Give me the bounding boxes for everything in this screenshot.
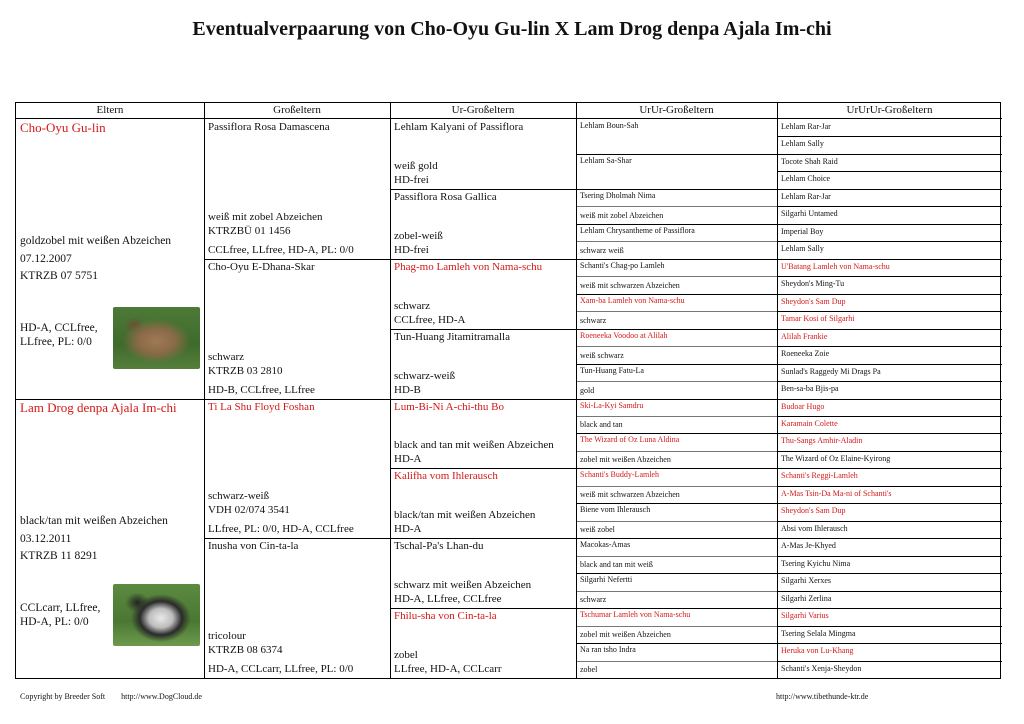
gg-grandparent-color: weiß mit zobel Abzeichen xyxy=(580,210,664,220)
ggg-grandparent-name: Tamar Kosi of Silgarhi xyxy=(781,314,855,324)
ggg-grandparent-name: Karamain Colette xyxy=(781,418,838,428)
ggg-grandparent-name: Lehlam Sally xyxy=(781,139,824,149)
pedigree-cell xyxy=(16,119,204,399)
row-divider xyxy=(777,468,1002,469)
gg-grandparent-name: Lehlam Sa-Shar xyxy=(580,155,632,165)
row-divider xyxy=(777,311,1002,312)
grandparent-color: schwarz xyxy=(208,350,245,363)
pedigree-cell xyxy=(777,521,1002,538)
row-divider xyxy=(777,136,1002,137)
great-grandparent-health: HD-frei xyxy=(394,173,429,186)
grandparent-health: LLfree, PL: 0/0, HD-A, CCLfree xyxy=(208,523,354,536)
column-header: UrUr-Großeltern xyxy=(576,103,777,119)
row-divider xyxy=(777,206,1002,207)
parent-registration: KTRZB 07 5751 xyxy=(20,270,98,282)
pedigree-cell xyxy=(16,399,204,679)
row-divider xyxy=(576,364,777,365)
row-divider xyxy=(576,154,777,155)
row-divider xyxy=(576,503,777,504)
row-divider xyxy=(576,643,777,644)
sub-row-divider xyxy=(576,661,777,662)
row-divider xyxy=(390,468,576,469)
column-1 xyxy=(16,103,204,678)
grandparent-name: Ti La Shu Floyd Foshan xyxy=(208,400,315,413)
row-divider xyxy=(777,608,1002,609)
ggg-grandparent-name: Lehlam Rar-Jar xyxy=(781,191,831,201)
sub-row-divider xyxy=(576,521,777,522)
pedigree-cell xyxy=(390,329,576,399)
grandparent-registration: VDH 02/074 3541 xyxy=(208,504,290,517)
row-divider xyxy=(204,538,390,539)
row-divider xyxy=(777,364,1002,365)
gg-grandparent-name: Tschumar Lamleh von Nama-schu xyxy=(580,610,691,620)
great-grandparent-name: Passiflora Rosa Gallica xyxy=(394,190,497,203)
row-divider xyxy=(576,468,777,469)
row-divider xyxy=(777,276,1002,277)
pedigree-cell xyxy=(777,346,1002,363)
ggg-grandparent-name: Roeneeka Zoie xyxy=(781,349,830,359)
row-divider xyxy=(777,521,1002,522)
great-grandparent-color: schwarz mit weißen Abzeichen xyxy=(394,579,532,592)
row-divider xyxy=(777,224,1002,225)
great-grandparent-name: Tschal-Pa's Lhan-du xyxy=(394,540,484,553)
pedigree-cell xyxy=(204,538,390,678)
grandparent-registration: KTRZBÜ 01 1456 xyxy=(208,224,291,237)
page-title: Eventualverpaarung von Cho-Oyu Gu-lin X Lam Drog denpa Ajala Im-chi xyxy=(192,18,832,40)
row-divider xyxy=(576,259,777,260)
gg-grandparent-color: schwarz weiß xyxy=(580,245,624,255)
row-divider xyxy=(390,259,576,260)
row-divider xyxy=(777,556,1002,557)
row-divider xyxy=(777,591,1002,592)
great-grandparent-health: LLfree, HD-A, CCLcarr xyxy=(394,663,502,675)
column-header: Ur-Großeltern xyxy=(390,103,576,119)
great-grandparent-health: HD-A, LLfree, CCLfree xyxy=(394,593,502,606)
row-divider xyxy=(390,608,576,609)
gg-grandparent-name: Ski-La-Kyi Samdru xyxy=(580,400,644,410)
sub-row-divider xyxy=(576,591,777,592)
pedigree-cell xyxy=(390,119,576,189)
row-divider xyxy=(576,189,777,190)
pedigree-cell xyxy=(777,591,1002,608)
pedigree-cell xyxy=(390,538,576,608)
pedigree-cell xyxy=(777,486,1002,503)
parent-health: CCLcarr, LLfree, xyxy=(20,601,101,614)
gg-grandparent-name: Tsering Dholmah Nima xyxy=(580,190,656,200)
dog-photo-black-white xyxy=(113,584,200,646)
parent-name: Cho-Oyu Gu-lin xyxy=(20,120,106,135)
ggg-grandparent-name: Sheydon's Sam Dup xyxy=(781,296,846,306)
grandparent-name: Cho-Oyu E-Dhana-Skar xyxy=(208,260,315,273)
great-grandparent-name: Lum-Bi-Ni A-chi-thu Bo xyxy=(394,400,504,413)
ggg-grandparent-name: Silgarhi Untamed xyxy=(781,209,838,219)
footer-link-tibethunde[interactable]: http://www.tibethunde-ktr.de xyxy=(776,692,869,701)
row-divider xyxy=(576,329,777,330)
pedigree-cell xyxy=(390,259,576,329)
pedigree-cell xyxy=(204,119,390,259)
row-divider xyxy=(777,381,1002,382)
pedigree-cell xyxy=(777,433,1002,450)
gg-grandparent-name: Biene vom Ihlerausch xyxy=(580,505,651,515)
pedigree-cell xyxy=(777,311,1002,328)
great-grandparent-name: Kalifha vom Ihlerausch xyxy=(394,470,498,483)
ggg-grandparent-name: Schanti's Xenja-Sheydon xyxy=(781,663,862,673)
pedigree-cell xyxy=(777,626,1002,643)
pedigree-cell xyxy=(777,538,1002,555)
row-divider xyxy=(777,189,1002,190)
pedigree-cell xyxy=(777,119,1002,136)
pedigree-cell xyxy=(777,451,1002,468)
pedigree-cell xyxy=(777,206,1002,223)
ggg-grandparent-name: Lehlam Sally xyxy=(781,244,824,254)
sub-row-divider xyxy=(576,626,777,627)
gg-grandparent-color: black and tan xyxy=(580,420,623,430)
pedigree-cell xyxy=(777,573,1002,590)
ggg-grandparent-name: Tsering Selala Mingma xyxy=(781,628,856,638)
row-divider xyxy=(777,486,1002,487)
grandparent-name: Passiflora Rosa Damascena xyxy=(208,121,330,133)
great-grandparent-name: Phag-mo Lamleh von Nama-schu xyxy=(394,260,543,273)
row-divider xyxy=(204,259,390,260)
row-divider xyxy=(777,626,1002,627)
gg-grandparent-color: gold xyxy=(580,385,595,395)
row-divider xyxy=(576,294,777,295)
gg-grandparent-name: Na ran tsho Indra xyxy=(580,645,636,655)
great-grandparent-color: zobel-weiß xyxy=(394,229,443,242)
gg-grandparent-color: weiß schwarz xyxy=(580,350,624,360)
pedigree-cell xyxy=(777,643,1002,660)
ggg-grandparent-name: Heruka von Lu-Khang xyxy=(781,646,854,656)
row-divider xyxy=(390,189,576,190)
great-grandparent-color: black/tan mit weißen Abzeichen xyxy=(394,509,536,522)
row-divider xyxy=(576,399,777,400)
row-divider xyxy=(777,503,1002,504)
column-4 xyxy=(576,103,777,678)
grandparent-color: weiß mit zobel Abzeichen xyxy=(208,210,323,223)
pedigree-cell xyxy=(777,503,1002,520)
column-header: Großeltern xyxy=(204,103,390,119)
sub-row-divider xyxy=(576,381,777,382)
pedigree-cell xyxy=(390,608,576,678)
grandparent-name: Inusha von Cin-ta-la xyxy=(208,540,299,553)
column-divider xyxy=(576,103,577,678)
gg-grandparent-name: Xam-ba Lamleh von Nama-schu xyxy=(580,295,685,305)
sub-row-divider xyxy=(576,311,777,312)
pedigree-cell xyxy=(777,381,1002,398)
ggg-grandparent-name: A-Mas Tsin-Da Ma-ni of Schanti's xyxy=(781,488,892,498)
row-divider xyxy=(390,538,576,539)
pedigree-cell xyxy=(777,171,1002,188)
footer-left xyxy=(20,692,202,701)
pedigree-table xyxy=(15,102,1001,679)
gg-grandparent-name: Silgarhi Nefertti xyxy=(580,575,633,585)
gg-grandparent-color: weiß mit schwarzen Abzeichen xyxy=(580,490,680,500)
row-divider xyxy=(204,399,390,400)
parent-health: LLfree, PL: 0/0 xyxy=(20,336,92,348)
pedigree-cell xyxy=(777,224,1002,241)
gg-grandparent-name: Macokas-Amas xyxy=(580,540,631,550)
sub-row-divider xyxy=(576,276,777,277)
gg-grandparent-color: black and tan mit weiß xyxy=(580,560,653,570)
gg-grandparent-color: weiß zobel xyxy=(580,525,615,535)
row-divider xyxy=(576,538,777,539)
row-divider xyxy=(777,451,1002,452)
row-divider xyxy=(576,608,777,609)
pedigree-cell xyxy=(390,189,576,259)
column-divider xyxy=(390,103,391,678)
row-divider xyxy=(16,399,204,400)
pedigree-cell xyxy=(204,399,390,539)
pedigree-cell xyxy=(777,399,1002,416)
column-header: Eltern xyxy=(16,103,204,119)
gg-grandparent-name: Lehlam Chrysantheme of Passiflora xyxy=(580,225,695,235)
pedigree-cell xyxy=(777,189,1002,206)
row-divider xyxy=(777,399,1002,400)
gg-grandparent-color: zobel mit weißen Abzeichen xyxy=(580,630,671,640)
pedigree-cell xyxy=(777,259,1002,276)
grandparent-health: CCLfree, LLfree, HD-A, PL: 0/0 xyxy=(208,243,354,256)
pedigree-cell xyxy=(390,468,576,538)
ggg-grandparent-name: Silgarhi Varius xyxy=(781,611,829,621)
column-3 xyxy=(390,103,576,678)
ggg-grandparent-name: Lehlam Choice xyxy=(781,174,831,184)
great-grandparent-health: HD-B xyxy=(394,383,421,396)
great-grandparent-health: HD-A xyxy=(394,453,422,466)
great-grandparent-health: CCLfree, HD-A xyxy=(394,313,466,326)
ggg-grandparent-name: Ben-sa-ba Bjis-pa xyxy=(781,384,839,394)
row-divider xyxy=(576,433,777,434)
row-divider xyxy=(777,416,1002,417)
parent-dob: 03.12.2011 xyxy=(20,532,72,545)
parent-dob: 07.12.2007 xyxy=(20,253,72,265)
column-divider xyxy=(204,103,205,678)
great-grandparent-health: HD-frei xyxy=(394,243,429,256)
row-divider xyxy=(777,346,1002,347)
great-grandparent-name: Tun-Huang Jitamitramalla xyxy=(394,330,510,343)
pedigree-cell xyxy=(777,241,1002,258)
grandparent-registration: KTRZB 08 6374 xyxy=(208,644,283,656)
column-5 xyxy=(777,103,1002,678)
column-divider xyxy=(777,103,778,678)
gg-grandparent-name: Lehlam Boun-Sah xyxy=(580,121,639,130)
ggg-grandparent-name: Silgarhi Zerlina xyxy=(781,593,832,603)
column-header: UrUrUr-Großeltern xyxy=(777,103,1002,119)
pedigree-cell xyxy=(204,259,390,399)
parent-registration: KTRZB 11 8291 xyxy=(20,549,98,562)
row-divider xyxy=(777,433,1002,434)
row-divider xyxy=(777,241,1002,242)
gg-grandparent-name: Roeneeka Voodoo at Alilah xyxy=(580,330,668,340)
ggg-grandparent-name: The Wizard of Oz Elaine-Kyirong xyxy=(781,453,891,463)
row-divider xyxy=(777,294,1002,295)
row-divider xyxy=(777,643,1002,644)
ggg-grandparent-name: Schanti's Reggi-Lamleh xyxy=(781,471,858,481)
ggg-grandparent-name: Sheydon's Sam Dup xyxy=(781,506,846,516)
pedigree-cell xyxy=(777,468,1002,485)
row-divider xyxy=(777,329,1002,330)
great-grandparent-name: Fhilu-sha von Cin-ta-la xyxy=(394,610,497,623)
pedigree-cell xyxy=(777,556,1002,573)
great-grandparent-health: HD-A xyxy=(394,523,422,536)
grandparent-health: HD-A, CCLcarr, LLfree, PL: 0/0 xyxy=(208,663,354,675)
copyright-text: Copyright by Breeder Soft xyxy=(20,692,106,701)
parent-color: black/tan mit weißen Abzeichen xyxy=(20,514,168,527)
pedigree-cell xyxy=(390,399,576,469)
ggg-grandparent-name: Silgarhi Xerxes xyxy=(781,576,831,586)
pedigree-cell xyxy=(777,136,1002,153)
pedigree-cell xyxy=(777,661,1002,678)
great-grandparent-color: schwarz-weiß xyxy=(394,369,456,382)
pedigree-cell xyxy=(777,276,1002,293)
grandparent-health: HD-B, CCLfree, LLfree xyxy=(208,383,315,396)
pedigree-cell xyxy=(576,154,777,189)
row-divider xyxy=(576,224,777,225)
parent-name: Lam Drog denpa Ajala Im-chi xyxy=(20,399,177,415)
row-divider xyxy=(777,661,1002,662)
great-grandparent-color: schwarz xyxy=(394,299,431,312)
sub-row-divider xyxy=(576,346,777,347)
ggg-grandparent-name: Absi vom Ihlerausch xyxy=(781,523,848,533)
gg-grandparent-name: Schanti's Buddy-Lamleh xyxy=(580,470,659,480)
ggg-grandparent-name: Lehlam Rar-Jar xyxy=(781,122,831,131)
row-divider xyxy=(390,329,576,330)
pedigree-cell xyxy=(777,416,1002,433)
parent-color: goldzobel mit weißen Abzeichen xyxy=(20,235,172,247)
ggg-grandparent-name: Thu-Sangs Amhir-Aladin xyxy=(781,436,863,446)
great-grandparent-color: zobel xyxy=(394,649,418,661)
parent-health: HD-A, CCLfree, xyxy=(20,322,98,334)
sub-row-divider xyxy=(576,486,777,487)
ggg-grandparent-name: Imperial Boy xyxy=(781,226,824,236)
ggg-grandparent-name: U'Batang Lamleh von Nama-schu xyxy=(781,261,890,271)
row-divider xyxy=(576,573,777,574)
grandparent-registration: KTRZB 03 2810 xyxy=(208,364,283,377)
row-divider xyxy=(777,154,1002,155)
gg-grandparent-name: Tun-Huang Fatu-La xyxy=(580,365,644,375)
row-divider xyxy=(777,171,1002,172)
gg-grandparent-name: The Wizard of Oz Luna Aldina xyxy=(580,435,680,445)
parent-health: HD-A, PL: 0/0 xyxy=(20,615,89,628)
ggg-grandparent-name: Tsering Kyichu Nima xyxy=(781,558,851,568)
great-grandparent-color: black and tan mit weißen Abzeichen xyxy=(394,439,554,452)
great-grandparent-color: weiß gold xyxy=(394,159,438,172)
gg-grandparent-color: weiß mit schwarzen Abzeichen xyxy=(580,280,680,290)
pedigree-cell xyxy=(777,294,1002,311)
great-grandparent-name: Lehlam Kalyani of Passiflora xyxy=(394,121,524,133)
gg-grandparent-color: schwarz xyxy=(580,595,607,605)
footer-link-dogcloud[interactable]: http://www.DogCloud.de xyxy=(121,692,202,701)
ggg-grandparent-name: Tocote Shah Raid xyxy=(781,156,838,166)
ggg-grandparent-name: Alilah Frankie xyxy=(781,331,828,341)
ggg-grandparent-name: Sheydon's Ming-Tu xyxy=(781,279,845,289)
ggg-grandparent-name: Sunlad's Raggedy Mi Drags Pa xyxy=(781,366,881,376)
pedigree-cell xyxy=(777,608,1002,625)
ggg-grandparent-name: A-Mas Je-Khyed xyxy=(781,541,836,551)
row-divider xyxy=(777,538,1002,539)
pedigree-cell xyxy=(777,154,1002,171)
gg-grandparent-color: zobel mit weißen Abzeichen xyxy=(580,455,671,465)
sub-row-divider xyxy=(576,556,777,557)
sub-row-divider xyxy=(576,241,777,242)
gg-grandparent-name: Schanti's Chag-po Lamleh xyxy=(580,260,665,270)
row-divider xyxy=(777,259,1002,260)
ggg-grandparent-name: Budoar Hugo xyxy=(781,401,825,411)
pedigree-cell xyxy=(777,364,1002,381)
row-divider xyxy=(777,573,1002,574)
sub-row-divider xyxy=(576,206,777,207)
gg-grandparent-color: schwarz xyxy=(580,315,607,325)
grandparent-color: schwarz-weiß xyxy=(208,490,270,503)
grandparent-color: tricolour xyxy=(208,630,246,642)
column-2 xyxy=(204,103,390,678)
gg-grandparent-color: zobel xyxy=(580,665,598,674)
pedigree-cell xyxy=(576,119,777,154)
dog-photo-long-haired-tan xyxy=(113,307,200,369)
row-divider xyxy=(390,399,576,400)
pedigree-cell xyxy=(777,329,1002,346)
sub-row-divider xyxy=(576,451,777,452)
sub-row-divider xyxy=(576,416,777,417)
